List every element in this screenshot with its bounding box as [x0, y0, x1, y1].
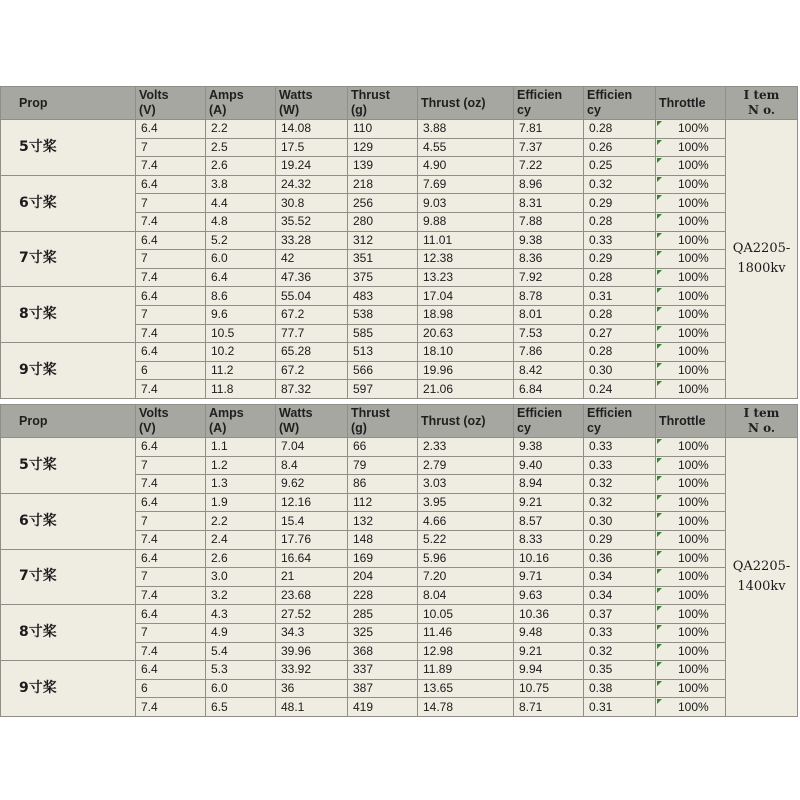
efficiency-2-cell: 0.32	[584, 493, 656, 512]
thrust-g-cell: 538	[348, 305, 418, 324]
efficiency-cell: 6.84	[514, 380, 584, 399]
efficiency-2-cell: 0.24	[584, 380, 656, 399]
prop-size-cell: 5寸桨	[1, 120, 136, 176]
efficiency-cell: 9.71	[514, 568, 584, 587]
col-header-efficiency: Efficien cy	[514, 87, 584, 120]
thrust-g-cell: 79	[348, 456, 418, 475]
throttle-cell: 100%	[656, 250, 726, 269]
thrust-oz-cell: 2.33	[418, 438, 514, 457]
throttle-cell: 100%	[656, 586, 726, 605]
throttle-cell: 100%	[656, 456, 726, 475]
throttle-cell: 100%	[656, 175, 726, 194]
thrust-oz-cell: 9.88	[418, 212, 514, 231]
efficiency-2-cell: 0.36	[584, 549, 656, 568]
amps-cell: 6.0	[206, 679, 276, 698]
col-header-thrust-g: Thrust (g)	[348, 405, 418, 438]
col-header-efficiency: Efficien cy	[514, 405, 584, 438]
prop-size-cell: 6寸桨	[1, 175, 136, 231]
watts-cell: 21	[276, 568, 348, 587]
amps-cell: 3.8	[206, 175, 276, 194]
efficiency-2-cell: 0.30	[584, 361, 656, 380]
prop-size-cell: 5寸桨	[1, 438, 136, 494]
thrust-oz-cell: 20.63	[418, 324, 514, 343]
efficiency-cell: 7.86	[514, 343, 584, 362]
thrust-g-cell: 513	[348, 343, 418, 362]
efficiency-2-cell: 0.31	[584, 698, 656, 717]
throttle-cell: 100%	[656, 287, 726, 306]
throttle-cell: 100%	[656, 120, 726, 139]
throttle-cell: 100%	[656, 438, 726, 457]
thrust-g-cell: 204	[348, 568, 418, 587]
amps-cell: 10.2	[206, 343, 276, 362]
col-header-prop: Prop	[1, 87, 136, 120]
efficiency-2-cell: 0.25	[584, 157, 656, 176]
amps-cell: 5.4	[206, 642, 276, 661]
watts-cell: 33.28	[276, 231, 348, 250]
amps-cell: 2.6	[206, 549, 276, 568]
efficiency-2-cell: 0.38	[584, 679, 656, 698]
efficiency-2-cell: 0.35	[584, 661, 656, 680]
watts-cell: 33.92	[276, 661, 348, 680]
thrust-oz-cell: 3.95	[418, 493, 514, 512]
thrust-oz-cell: 9.03	[418, 194, 514, 213]
thrust-g-cell: 218	[348, 175, 418, 194]
efficiency-cell: 8.36	[514, 250, 584, 269]
amps-cell: 2.6	[206, 157, 276, 176]
item-no-cell	[726, 120, 798, 399]
volts-cell: 7.4	[136, 268, 206, 287]
model-name-line: QA2205-	[732, 558, 791, 574]
prop-size-cell: 9寸桨	[1, 661, 136, 717]
thrust-g-cell: 566	[348, 361, 418, 380]
watts-cell: 67.2	[276, 305, 348, 324]
prop-size-cell: 7寸桨	[1, 231, 136, 287]
col-header-efficiency-2: Efficien cy	[584, 87, 656, 120]
throttle-cell: 100%	[656, 138, 726, 157]
col-header-thrust-g: Thrust (g)	[348, 87, 418, 120]
throttle-cell: 100%	[656, 698, 726, 717]
watts-cell: 35.52	[276, 212, 348, 231]
throttle-cell: 100%	[656, 380, 726, 399]
amps-cell: 1.1	[206, 438, 276, 457]
amps-cell: 11.8	[206, 380, 276, 399]
efficiency-2-cell: 0.28	[584, 343, 656, 362]
thrust-g-cell: 132	[348, 512, 418, 531]
efficiency-2-cell: 0.28	[584, 212, 656, 231]
volts-cell: 6	[136, 679, 206, 698]
thrust-oz-cell: 4.90	[418, 157, 514, 176]
spec-table-2	[0, 404, 798, 717]
thrust-g-cell: 129	[348, 138, 418, 157]
table-row	[1, 605, 798, 624]
thrust-oz-cell: 18.10	[418, 343, 514, 362]
efficiency-cell: 7.81	[514, 120, 584, 139]
thrust-g-cell: 337	[348, 661, 418, 680]
col-header-volts: Volts (V)	[136, 87, 206, 120]
throttle-cell: 100%	[656, 549, 726, 568]
amps-cell: 5.2	[206, 231, 276, 250]
efficiency-2-cell: 0.28	[584, 268, 656, 287]
col-header-item-no: I tem N o.	[726, 405, 798, 438]
watts-cell: 14.08	[276, 120, 348, 139]
watts-cell: 36	[276, 679, 348, 698]
table-row	[1, 549, 798, 568]
throttle-cell: 100%	[656, 642, 726, 661]
amps-cell: 1.3	[206, 475, 276, 494]
efficiency-2-cell: 0.33	[584, 456, 656, 475]
amps-cell: 6.4	[206, 268, 276, 287]
thrust-g-cell: 228	[348, 586, 418, 605]
watts-cell: 67.2	[276, 361, 348, 380]
volts-cell: 6.4	[136, 175, 206, 194]
watts-cell: 24.32	[276, 175, 348, 194]
watts-cell: 17.76	[276, 530, 348, 549]
efficiency-2-cell: 0.32	[584, 175, 656, 194]
volts-cell: 7.4	[136, 212, 206, 231]
volts-cell: 6.4	[136, 493, 206, 512]
thrust-g-cell: 139	[348, 157, 418, 176]
efficiency-2-cell: 0.29	[584, 530, 656, 549]
table-row	[1, 231, 798, 250]
thrust-oz-cell: 7.69	[418, 175, 514, 194]
thrust-oz-cell: 4.55	[418, 138, 514, 157]
volts-cell: 7.4	[136, 157, 206, 176]
throttle-cell: 100%	[656, 324, 726, 343]
volts-cell: 6.4	[136, 605, 206, 624]
thrust-g-cell: 66	[348, 438, 418, 457]
col-header-watts: Watts (W)	[276, 405, 348, 438]
watts-cell: 19.24	[276, 157, 348, 176]
amps-cell: 1.9	[206, 493, 276, 512]
prop-size-cell: 6寸桨	[1, 493, 136, 549]
amps-cell: 5.3	[206, 661, 276, 680]
throttle-cell: 100%	[656, 661, 726, 680]
watts-cell: 7.04	[276, 438, 348, 457]
col-header-thrust-oz: Thrust (oz)	[418, 405, 514, 438]
thrust-oz-cell: 5.22	[418, 530, 514, 549]
volts-cell: 6.4	[136, 120, 206, 139]
efficiency-cell: 8.01	[514, 305, 584, 324]
efficiency-cell: 9.94	[514, 661, 584, 680]
thrust-g-cell: 387	[348, 679, 418, 698]
col-header-efficiency-2: Efficien cy	[584, 405, 656, 438]
throttle-cell: 100%	[656, 568, 726, 587]
efficiency-cell: 8.71	[514, 698, 584, 717]
prop-size-cell: 7寸桨	[1, 549, 136, 605]
efficiency-2-cell: 0.34	[584, 568, 656, 587]
efficiency-cell: 10.75	[514, 679, 584, 698]
volts-cell: 7.4	[136, 324, 206, 343]
thrust-g-cell: 585	[348, 324, 418, 343]
volts-cell: 6	[136, 361, 206, 380]
efficiency-2-cell: 0.32	[584, 475, 656, 494]
efficiency-cell: 7.37	[514, 138, 584, 157]
thrust-oz-cell: 5.96	[418, 549, 514, 568]
amps-cell: 3.2	[206, 586, 276, 605]
efficiency-2-cell: 0.33	[584, 231, 656, 250]
thrust-g-cell: 483	[348, 287, 418, 306]
thrust-g-cell: 169	[348, 549, 418, 568]
efficiency-cell: 10.16	[514, 549, 584, 568]
efficiency-2-cell: 0.29	[584, 250, 656, 269]
model-name-line: QA2205-	[732, 240, 791, 256]
model-name-line: 1800kv	[737, 260, 786, 276]
efficiency-2-cell: 0.33	[584, 438, 656, 457]
amps-cell: 11.2	[206, 361, 276, 380]
throttle-cell: 100%	[656, 212, 726, 231]
table-row	[1, 175, 798, 194]
thrust-g-cell: 285	[348, 605, 418, 624]
efficiency-cell: 9.48	[514, 623, 584, 642]
volts-cell: 7	[136, 305, 206, 324]
volts-cell: 6.4	[136, 231, 206, 250]
volts-cell: 7.4	[136, 642, 206, 661]
efficiency-cell: 9.38	[514, 231, 584, 250]
throttle-cell: 100%	[656, 194, 726, 213]
efficiency-cell: 7.22	[514, 157, 584, 176]
throttle-cell: 100%	[656, 530, 726, 549]
thrust-oz-cell: 10.05	[418, 605, 514, 624]
prop-size-cell: 8寸桨	[1, 605, 136, 661]
thrust-oz-cell: 13.65	[418, 679, 514, 698]
thrust-oz-cell: 8.04	[418, 586, 514, 605]
thrust-g-cell: 597	[348, 380, 418, 399]
efficiency-cell: 9.21	[514, 642, 584, 661]
model-name-line: 1400kv	[737, 578, 786, 594]
volts-cell: 6.4	[136, 549, 206, 568]
thrust-g-cell: 112	[348, 493, 418, 512]
efficiency-2-cell: 0.33	[584, 623, 656, 642]
volts-cell: 7	[136, 194, 206, 213]
efficiency-2-cell: 0.29	[584, 194, 656, 213]
thrust-oz-cell: 17.04	[418, 287, 514, 306]
thrust-oz-cell: 4.66	[418, 512, 514, 531]
efficiency-2-cell: 0.32	[584, 642, 656, 661]
thrust-g-cell: 325	[348, 623, 418, 642]
header-row	[1, 405, 798, 438]
amps-cell: 2.5	[206, 138, 276, 157]
volts-cell: 6.4	[136, 661, 206, 680]
col-header-amps: Amps (A)	[206, 87, 276, 120]
watts-cell: 16.64	[276, 549, 348, 568]
thrust-oz-cell: 13.23	[418, 268, 514, 287]
amps-cell: 1.2	[206, 456, 276, 475]
volts-cell: 6.4	[136, 438, 206, 457]
watts-cell: 87.32	[276, 380, 348, 399]
table-row	[1, 661, 798, 680]
watts-cell: 9.62	[276, 475, 348, 494]
watts-cell: 39.96	[276, 642, 348, 661]
header-row	[1, 87, 798, 120]
throttle-cell: 100%	[656, 605, 726, 624]
amps-cell: 6.5	[206, 698, 276, 717]
efficiency-cell: 8.94	[514, 475, 584, 494]
amps-cell: 2.4	[206, 530, 276, 549]
volts-cell: 7.4	[136, 586, 206, 605]
volts-cell: 7	[136, 623, 206, 642]
amps-cell: 2.2	[206, 512, 276, 531]
thrust-oz-cell: 11.89	[418, 661, 514, 680]
amps-cell: 8.6	[206, 287, 276, 306]
prop-size-cell: 8寸桨	[1, 287, 136, 343]
table-row	[1, 438, 798, 457]
throttle-cell: 100%	[656, 493, 726, 512]
efficiency-2-cell: 0.26	[584, 138, 656, 157]
efficiency-cell: 8.57	[514, 512, 584, 531]
volts-cell: 7.4	[136, 380, 206, 399]
efficiency-2-cell: 0.30	[584, 512, 656, 531]
col-header-prop: Prop	[1, 405, 136, 438]
volts-cell: 7	[136, 512, 206, 531]
thrust-g-cell: 280	[348, 212, 418, 231]
thrust-oz-cell: 21.06	[418, 380, 514, 399]
efficiency-2-cell: 0.27	[584, 324, 656, 343]
table-row	[1, 287, 798, 306]
col-header-watts: Watts (W)	[276, 87, 348, 120]
table-row	[1, 493, 798, 512]
throttle-cell: 100%	[656, 268, 726, 287]
efficiency-2-cell: 0.28	[584, 120, 656, 139]
table-row	[1, 343, 798, 362]
thrust-oz-cell: 12.38	[418, 250, 514, 269]
efficiency-cell: 9.40	[514, 456, 584, 475]
thrust-g-cell: 351	[348, 250, 418, 269]
thrust-g-cell: 256	[348, 194, 418, 213]
amps-cell: 4.9	[206, 623, 276, 642]
efficiency-2-cell: 0.37	[584, 605, 656, 624]
volts-cell: 7	[136, 250, 206, 269]
amps-cell: 6.0	[206, 250, 276, 269]
volts-cell: 7.4	[136, 698, 206, 717]
efficiency-cell: 8.33	[514, 530, 584, 549]
throttle-cell: 100%	[656, 623, 726, 642]
watts-cell: 27.52	[276, 605, 348, 624]
efficiency-cell: 7.88	[514, 212, 584, 231]
col-header-amps: Amps (A)	[206, 405, 276, 438]
amps-cell: 4.4	[206, 194, 276, 213]
amps-cell: 4.8	[206, 212, 276, 231]
volts-cell: 7	[136, 456, 206, 475]
efficiency-cell: 9.38	[514, 438, 584, 457]
thrust-g-cell: 312	[348, 231, 418, 250]
efficiency-2-cell: 0.34	[584, 586, 656, 605]
volts-cell: 7.4	[136, 530, 206, 549]
thrust-g-cell: 86	[348, 475, 418, 494]
throttle-cell: 100%	[656, 512, 726, 531]
throttle-cell: 100%	[656, 679, 726, 698]
watts-cell: 12.16	[276, 493, 348, 512]
col-header-throttle: Throttle	[656, 87, 726, 120]
table-row	[1, 120, 798, 139]
thrust-g-cell: 419	[348, 698, 418, 717]
col-header-volts: Volts (V)	[136, 405, 206, 438]
watts-cell: 77.7	[276, 324, 348, 343]
amps-cell: 3.0	[206, 568, 276, 587]
thrust-oz-cell: 18.98	[418, 305, 514, 324]
efficiency-cell: 7.53	[514, 324, 584, 343]
efficiency-cell: 9.63	[514, 586, 584, 605]
efficiency-cell: 8.31	[514, 194, 584, 213]
spec-table-1	[0, 86, 798, 399]
thrust-g-cell: 375	[348, 268, 418, 287]
thrust-oz-cell: 11.46	[418, 623, 514, 642]
amps-cell: 9.6	[206, 305, 276, 324]
watts-cell: 34.3	[276, 623, 348, 642]
efficiency-2-cell: 0.31	[584, 287, 656, 306]
throttle-cell: 100%	[656, 343, 726, 362]
efficiency-cell: 7.92	[514, 268, 584, 287]
volts-cell: 6.4	[136, 343, 206, 362]
thrust-oz-cell: 11.01	[418, 231, 514, 250]
throttle-cell: 100%	[656, 231, 726, 250]
thrust-oz-cell: 7.20	[418, 568, 514, 587]
thrust-oz-cell: 19.96	[418, 361, 514, 380]
thrust-oz-cell: 14.78	[418, 698, 514, 717]
item-no-cell	[726, 438, 798, 717]
thrust-g-cell: 368	[348, 642, 418, 661]
thrust-oz-cell: 12.98	[418, 642, 514, 661]
efficiency-cell: 10.36	[514, 605, 584, 624]
volts-cell: 7	[136, 568, 206, 587]
amps-cell: 2.2	[206, 120, 276, 139]
col-header-item-no: I tem N o.	[726, 87, 798, 120]
watts-cell: 42	[276, 250, 348, 269]
watts-cell: 48.1	[276, 698, 348, 717]
thrust-oz-cell: 3.03	[418, 475, 514, 494]
prop-size-cell: 9寸桨	[1, 343, 136, 399]
watts-cell: 17.5	[276, 138, 348, 157]
throttle-cell: 100%	[656, 361, 726, 380]
efficiency-cell: 8.96	[514, 175, 584, 194]
efficiency-cell: 8.78	[514, 287, 584, 306]
throttle-cell: 100%	[656, 475, 726, 494]
col-header-throttle: Throttle	[656, 405, 726, 438]
volts-cell: 7	[136, 138, 206, 157]
watts-cell: 15.4	[276, 512, 348, 531]
col-header-thrust-oz: Thrust (oz)	[418, 87, 514, 120]
watts-cell: 65.28	[276, 343, 348, 362]
volts-cell: 6.4	[136, 287, 206, 306]
watts-cell: 47.36	[276, 268, 348, 287]
watts-cell: 8.4	[276, 456, 348, 475]
throttle-cell: 100%	[656, 305, 726, 324]
thrust-oz-cell: 2.79	[418, 456, 514, 475]
watts-cell: 23.68	[276, 586, 348, 605]
amps-cell: 10.5	[206, 324, 276, 343]
throttle-cell: 100%	[656, 157, 726, 176]
efficiency-cell: 9.21	[514, 493, 584, 512]
efficiency-2-cell: 0.28	[584, 305, 656, 324]
watts-cell: 30.8	[276, 194, 348, 213]
thrust-g-cell: 110	[348, 120, 418, 139]
thrust-g-cell: 148	[348, 530, 418, 549]
thrust-oz-cell: 3.88	[418, 120, 514, 139]
amps-cell: 4.3	[206, 605, 276, 624]
watts-cell: 55.04	[276, 287, 348, 306]
efficiency-cell: 8.42	[514, 361, 584, 380]
volts-cell: 7.4	[136, 475, 206, 494]
